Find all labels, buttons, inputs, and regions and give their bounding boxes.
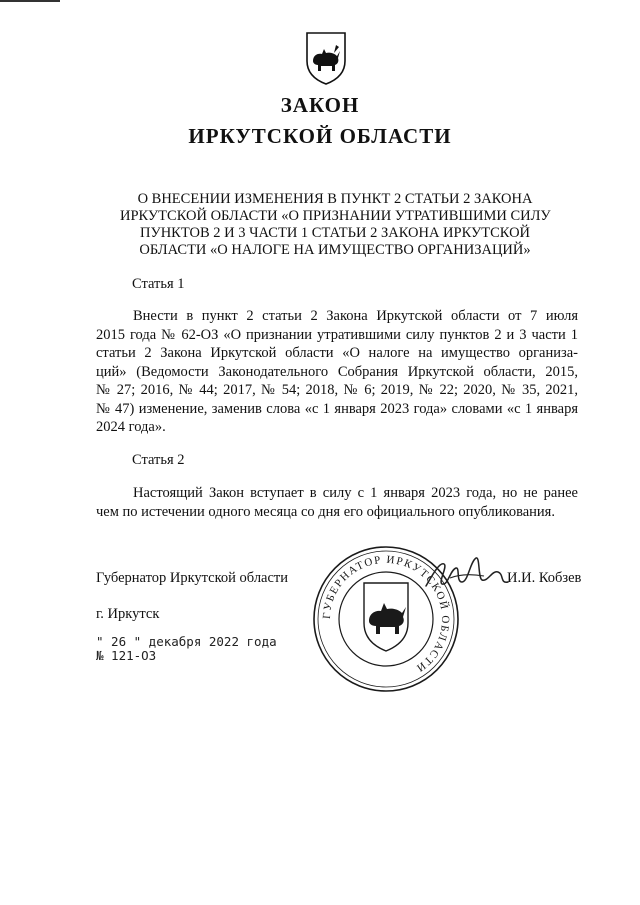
subtitle-line: ПУНКТОВ 2 И 3 ЧАСТИ 1 СТАТЬИ 2 ЗАКОНА ИРКУТСКОЙ bbox=[139, 225, 531, 241]
article1-line: статьи 2 Закона Иркутской области «О налоге на имущество организа- bbox=[96, 345, 578, 361]
article2-heading: Статья 2 bbox=[132, 452, 185, 468]
article2-line: чем по истечении одного месяца со дня его официального опубликования. bbox=[96, 503, 555, 520]
article1-line: 2015 года № 62-ОЗ «О признании утратившими силу пунктов 2 и 3 части 1 bbox=[96, 326, 578, 343]
governor-title: Губернатор Иркутской области bbox=[96, 570, 289, 586]
article1-line: 2024 года». bbox=[96, 419, 166, 435]
article1-text bbox=[96, 307, 578, 437]
document-title-line2: ИРКУТСКОЙ ОБЛАСТИ bbox=[188, 124, 452, 148]
signing-date: " 26 " декабря 2022 года bbox=[96, 634, 277, 649]
article1-line: № 47) изменение, заменив слова «с 1 января 2023 года» словами «с 1 января bbox=[96, 400, 578, 417]
subtitle-line: ОБЛАСТИ «О НАЛОГЕ НА ИМУЩЕСТВО ОРГАНИЗАЦИЙ» bbox=[139, 242, 531, 258]
seal-coat-of-arms-icon bbox=[364, 583, 408, 651]
article1-line: Внести в пункт 2 статьи 2 Закона Иркутской области от 7 июля bbox=[133, 308, 578, 324]
subtitle-line: О ВНЕСЕНИИ ИЗМЕНЕНИЯ В ПУНКТ 2 СТАТЬИ 2 ЗАКОНА bbox=[137, 191, 533, 207]
law-number: № 121-ОЗ bbox=[96, 648, 157, 663]
law-subtitle bbox=[120, 191, 550, 259]
article1-heading: Статья 1 bbox=[132, 276, 185, 292]
irkutsk-coat-of-arms-icon bbox=[304, 31, 348, 85]
article2-text bbox=[96, 484, 578, 521]
signing-city: г. Иркутск bbox=[96, 606, 160, 622]
article1-line: ций» (Ведомости Законодательного Собрания Иркутской области, 2015, bbox=[96, 363, 578, 380]
subtitle-line: ИРКУТСКОЙ ОБЛАСТИ «О ПРИЗНАНИИ УТРАТИВШИМИ СИЛУ bbox=[120, 208, 551, 224]
handwritten-signature bbox=[420, 552, 516, 594]
top-rule bbox=[0, 0, 60, 2]
document-title-line1: ЗАКОН bbox=[280, 93, 360, 117]
article2-line: Настоящий Закон вступает в силу с 1 января 2023 года, но не ранее bbox=[133, 485, 578, 501]
governor-name: И.И. Кобзев bbox=[507, 570, 582, 586]
article1-line: № 27; 2016, № 44; 2017, № 54; 2018, № 6; 2019, № 22; 2020, № 35, 2021, bbox=[96, 382, 578, 398]
seal-text: ГУБЕРНАТОР ИРКУТСКОЙ ОБЛАСТИ bbox=[320, 553, 452, 675]
